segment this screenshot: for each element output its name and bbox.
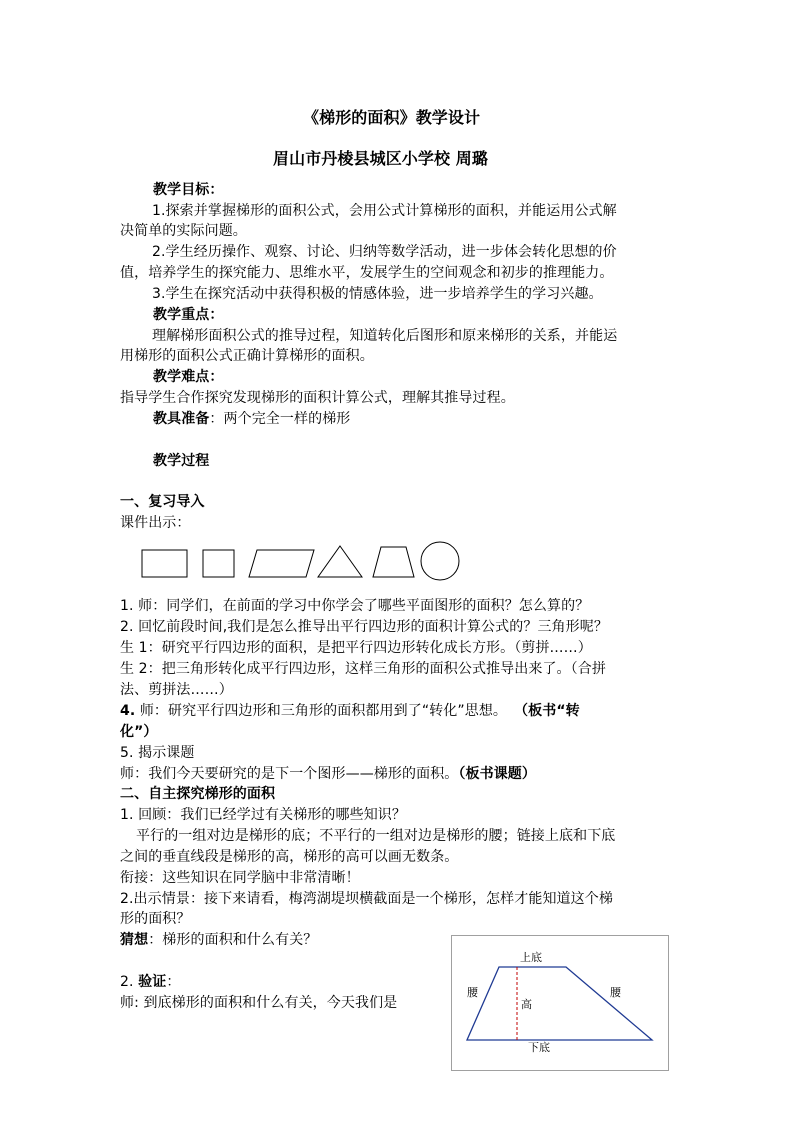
topic-board-note: （板书课题）	[458, 766, 537, 782]
question-2: 2. 回忆前段时间,我们是怎么推导出平行四边形的面积计算公式的？三角形呢？	[120, 619, 608, 635]
goal-1-line-1: 1.探索并掌握梯形的面积公式，会用公式计算梯形的面积，并能运用公式解	[152, 203, 617, 219]
key-line-1: 理解梯形面积公式的推导过程，知道转化后图形和原来梯形的关系，并能运	[152, 328, 618, 344]
verify-label: 验证	[138, 974, 167, 990]
height-label: 高	[521, 998, 532, 1011]
review-question: 1. 回顾：我们已经学过有关梯形的哪些知识？	[120, 807, 407, 823]
goal-3: 3.学生在探究活动中获得积极的情感体验，进一步培养学生的学习兴趣。	[152, 286, 603, 302]
guess-text: ：梯形的面积和什么有关？	[148, 932, 318, 948]
tools-text: ：两个完全一样的梯形	[209, 411, 351, 427]
doc-author: 眉山市丹棱县城区小学校 周璐	[273, 149, 488, 168]
review-answer-line-1: 平行的一组对边是梯形的底；不平行的一组对边是梯形的腰；链接上底和下底	[136, 828, 616, 844]
link-note: 衔接：这些知识在同学脑中非常清晰！	[120, 870, 360, 886]
trapezoid-diagram	[452, 936, 668, 1070]
difficulty-heading: 教学难点：	[153, 369, 224, 385]
verify-number: 2.	[120, 974, 134, 990]
process-heading: 教学过程	[153, 453, 210, 469]
goal-2-line-1: 2.学生经历操作、观察、讨论、归纳等数学活动，进一步体会转化思想的价	[152, 244, 617, 260]
question-5: 5. 揭示课题	[120, 745, 195, 761]
courseware-label: 课件出示：	[120, 515, 191, 531]
student-2-answer-line-2: 法、剪拼法……）	[120, 682, 233, 698]
goals-heading: 教学目标：	[153, 182, 224, 198]
doc-title: 《梯形的面积》教学设计	[303, 108, 481, 127]
top-base-label: 上底	[520, 951, 542, 964]
trapezoid-outline	[467, 967, 652, 1040]
guess-label: 猜想	[120, 932, 149, 948]
situation-line-1: 2.出示情景：接下来请看，梅湾湖堤坝横截面是一个梯形，怎样才能知道这个梯	[120, 891, 613, 907]
difficulty-text: 指导学生合作探究发现梯形的面积计算公式，理解其推导过程。	[120, 390, 515, 406]
question-4-text: 师：研究平行四边形和三角形的面积都用到了“转化”思想。	[135, 703, 508, 719]
question-4-line-1	[120, 701, 580, 721]
key-line-2: 用梯形的面积公式正确计算梯形的面积。	[120, 348, 374, 364]
verify-line	[120, 972, 180, 992]
rectangle-shape	[142, 550, 187, 577]
bottom-base-label: 下底	[528, 1041, 550, 1054]
student-1-answer: 生 1：研究平行四边形的面积，是把平行四边形转化成长方形。（剪拼……）	[120, 640, 592, 656]
square-shape	[203, 550, 234, 577]
tools-line	[153, 409, 350, 429]
goal-2-line-2: 值，培养学生的探究能力、思维水平，发展学生的空间观念和初步的推理能力。	[120, 265, 614, 281]
situation-line-2: 形的面积？	[120, 911, 191, 927]
question-4-line-2: 化”）	[120, 724, 158, 740]
verify-text: 师: 到底梯形的面积和什么有关，今天我们是	[120, 995, 398, 1011]
left-leg-label: 腰	[467, 986, 478, 999]
guess-line	[120, 930, 317, 950]
section-1-heading: 一、复习导入	[120, 494, 205, 510]
tools-label: 教具准备	[153, 411, 210, 427]
trapezoid-figure	[451, 935, 669, 1071]
question-4-board-note: （板书“转	[521, 703, 580, 719]
parallelogram-shape	[249, 550, 314, 577]
review-answer-line-2: 之间的垂直线段是梯形的高，梯形的高可以画无数条。	[120, 849, 459, 865]
question-1: 1. 师：同学们，在前面的学习中你学会了哪些平面图形的面积？怎么算的？	[120, 598, 590, 614]
trapezoid-shape	[373, 547, 414, 577]
triangle-shape	[318, 546, 362, 577]
right-leg-label: 腰	[610, 986, 621, 999]
circle-shape	[421, 542, 459, 580]
student-2-answer-line-1: 生 2：把三角形转化成平行四边形，这样三角形的面积公式推导出来了。（合拼	[120, 661, 606, 677]
question-4-number: 4.	[120, 703, 136, 719]
section-2-heading: 二、自主探究梯形的面积	[120, 786, 276, 802]
goal-1-line-2: 决简单的实际问题。	[120, 223, 247, 239]
teacher-topic-text: 师：我们今天要研究的是下一个图形——梯形的面积。	[120, 766, 459, 782]
verify-colon: ：	[166, 974, 181, 990]
plane-shapes-figure	[138, 540, 468, 584]
teacher-topic-line	[120, 764, 536, 784]
key-heading: 教学重点：	[153, 307, 224, 323]
